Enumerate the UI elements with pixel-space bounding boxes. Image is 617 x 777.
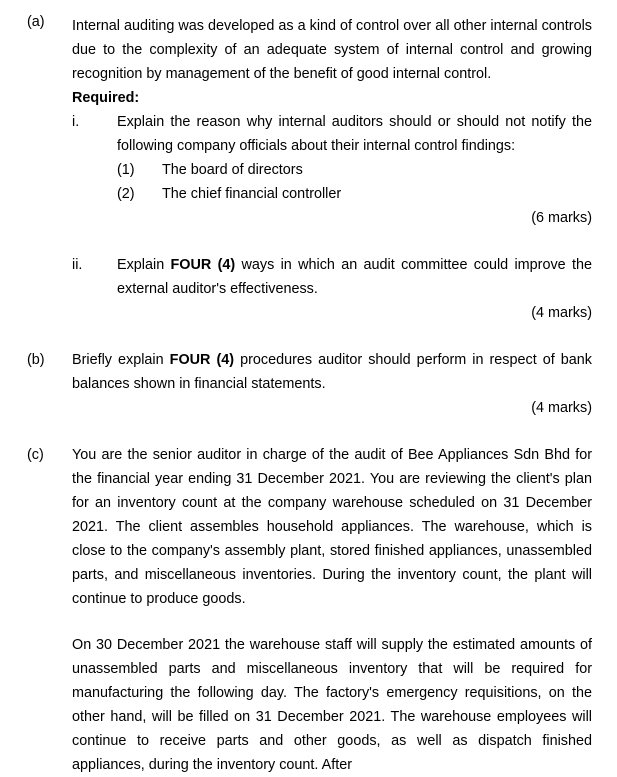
part-i-item-1-text: The board of directors	[162, 162, 303, 178]
question-c-paragraph-2: On 30 December 2021 the warehouse staff will supply the estimated amounts of unassembled parts and miscellaneous inventory that will be required for manufacturing the following day. The factory's emergency requisitions, on the other hand, will be filled on 31 December 2021. The warehouse employees will continue to receive parts and other goods, as well as dispatch finished appliances, during the inventory count. After	[72, 637, 592, 773]
required-heading: Required:	[72, 90, 140, 106]
question-c-paragraph-1: You are the senior auditor in charge of the audit of Bee Appliances Sdn Bhd for the financial year ending 31 December 2021. You are reviewing the client's plan for an inventory count at the company warehouse scheduled on 31 December 2021. The client assembles household appliances. The warehouse, which is close to the company's assembly plant, stored finished appliances, unassembled parts, and miscellaneous inventories. During the inventory count, the plant will continue to produce goods.	[72, 447, 592, 607]
part-i-text: Explain the reason why internal auditors should or should not notify the following company officials about their internal control findings:	[117, 114, 592, 154]
part-i-number: i.	[72, 114, 80, 130]
part-i-marks: (6 marks)	[531, 210, 592, 226]
question-b-text: Briefly explain FOUR (4) procedures auditor should perform in respect of bank balances shown in financial statements.	[72, 352, 592, 392]
part-ii-text: Explain FOUR (4) ways in which an audit committee could improve the external auditor's effectiveness.	[117, 257, 592, 297]
part-i-item-2-number: (2)	[117, 186, 135, 202]
question-a-label: (a)	[27, 14, 45, 30]
question-b-label: (b)	[27, 352, 45, 368]
part-i-item-2-text: The chief financial controller	[162, 186, 342, 202]
part-ii-number: ii.	[72, 257, 83, 273]
question-c-label: (c)	[27, 447, 44, 463]
part-ii-marks: (4 marks)	[531, 305, 592, 321]
part-i-item-1-number: (1)	[117, 162, 135, 178]
question-a-intro: Internal auditing was developed as a kind of control over all other internal controls due to the complexity of an adequate system of internal control and growing recognition by management of the benefit of good internal control.	[72, 18, 592, 82]
question-b-marks: (4 marks)	[531, 400, 592, 416]
